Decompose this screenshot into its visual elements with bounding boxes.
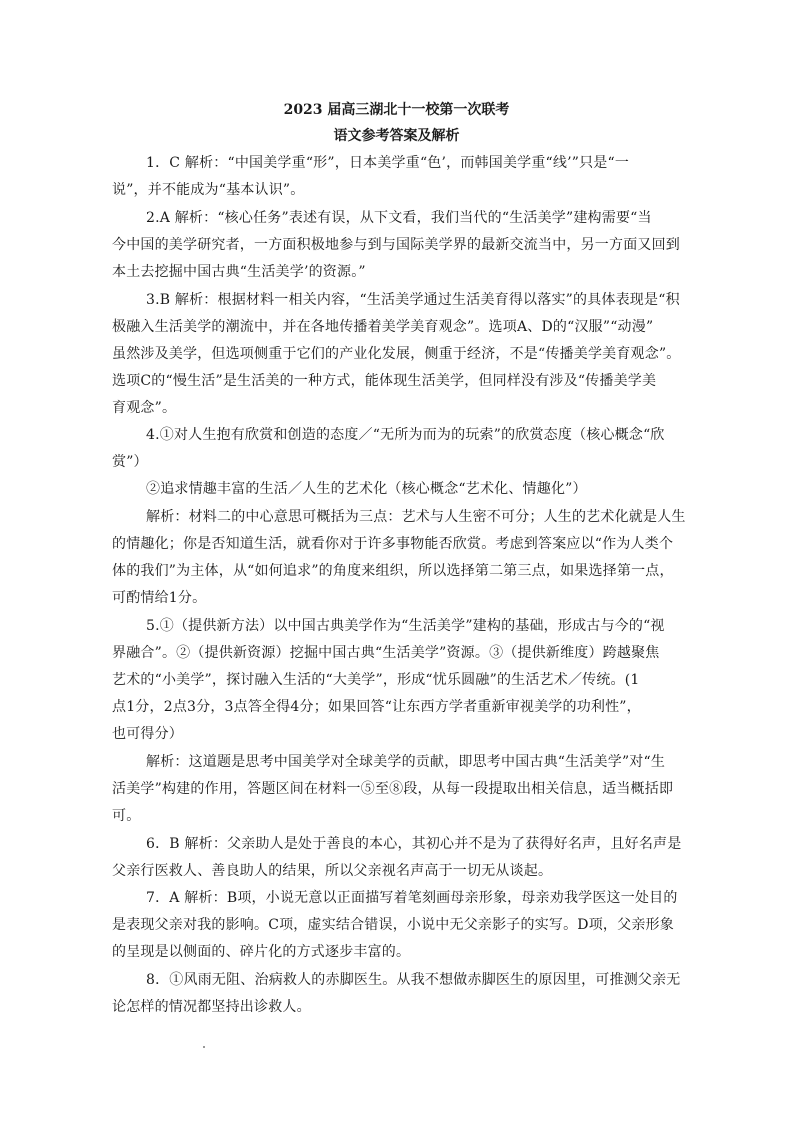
text-line: 可酌情给1分。 (112, 590, 207, 606)
text-line: 解析：材料二的中心意思可概括为三点：艺术与人生密不可分；人生的艺术化就是人生 (146, 509, 686, 525)
text-line: 2.A 解析：“核心任务”表述有误，从下文看，我们当代的“生活美学”建构需要“当 (146, 210, 652, 226)
text-line: 7．A 解析：B项，小说无意以正面描写着笔刻画母亲形象，母亲劝我学医这一处目的 (146, 890, 678, 906)
stray-mark (203, 1046, 205, 1048)
text-line: 界融合”。②（提供新资源）挖掘中国古典“生活美学”资源。③（提供新维度）跨越聚焦 (112, 645, 660, 661)
text-line: 4.①对人生抱有欣赏和创造的态度／“无所为而为的玩索”的欣赏态度（核心概念“欣 (146, 427, 665, 443)
text-line: 虽然涉及美学，但选项侧重于它们的产业化发展，侧重于经济，不是“传播美学美育观念”。 (112, 346, 681, 362)
text-line: 父亲行医救人、善良助人的结果，所以父亲视名声高于一切无从谈起。 (112, 863, 553, 879)
text-line: 极融入生活美学的潮流中，并在各地传播着美学美育观念”。选项A、D的“汉服”“动漫” (112, 319, 654, 335)
text-line: 5.①（提供新方法）以中国古典美学作为“生活美学”建构的基础，形成古与今的“视 (146, 618, 665, 634)
text-line: 育观念”。 (112, 400, 177, 416)
text-line: 8．①风雨无阻、治病救人的赤脚医生。从我不想做赤脚医生的原因里，可推测父亲无 (146, 972, 681, 988)
text-line: 6．B 解析：父亲助人是处于善良的本心，其初心并不是为了获得好名声，且好名声是 (146, 836, 682, 852)
text-line: 艺术的“小美学”，探讨融入生活的“大美学”，形成“忧乐圆融”的生活艺术／传统。(1 (112, 672, 640, 688)
text-line: 本土去挖掘中国古典“生活美学’的资源。” (112, 264, 366, 280)
text-line: 是表现父亲对我的影响。C项，虚实结合错误，小说中无父亲影子的实写。D项，父亲形象 (112, 917, 674, 933)
document-subtitle: 语文参考答案及解析 (333, 128, 460, 144)
text-line: 可。 (112, 808, 141, 824)
text-line: 赏”） (112, 454, 148, 470)
text-line: 点1分，2点3分，3点答全得4分；如果回答“让东西方学者重新审视美学的功利性”， (112, 699, 641, 715)
text-line: 3.B 解析：根据材料一相关内容，“生活美学通过生活美育得以落实”的具体表现是“积 (146, 292, 680, 308)
text-line: 的情趣化；你是否知道生活，就看你对于许多事物能否欣赏。考虑到答案应以“作为人类个 (112, 536, 674, 552)
text-line: ②追求情趣丰富的生活／人生的艺术化（核心概念“艺术化、情趣化”） (146, 481, 587, 497)
text-line: 解析：这道题是思考中国美学对全球美学的贡献，即思考中国古典“生活美学”对“生 (146, 754, 666, 770)
text-line: 论怎样的情况都坚持出诊救人。 (112, 999, 311, 1015)
text-line: 说”，并不能成为“基本认识”。 (112, 182, 305, 198)
text-line: 也可得分） (112, 726, 183, 742)
text-line: 今中国的美学研究者，一方面积极地参与到与国际美学界的最新交流当中，另一方面又回到 (112, 237, 680, 253)
text-line: 的呈现是以侧面的、碎片化的方式逐步丰富的。 (112, 944, 411, 960)
text-line: 体的我们”为主体，从“如何追求”的角度来组织，所以选择第二第三点，如果选择第一点， (112, 563, 674, 579)
text-line: 活美学”构建的作用，答题区间在材料一⑤至⑧段，从每一段提取出相关信息，适当概括即 (112, 781, 674, 797)
text-line: 选项C的“慢生活”是生活美的一种方式，能体现生活美学，但同样没有涉及“传播美学美 (112, 373, 657, 389)
document-title: 2023 届高三湖北十一校第一次联考 (283, 102, 510, 118)
text-line: 1．C 解析：“中国美学重“形”，日本美学重“色’，而韩国美学重“线’”只是“一 (146, 155, 630, 171)
